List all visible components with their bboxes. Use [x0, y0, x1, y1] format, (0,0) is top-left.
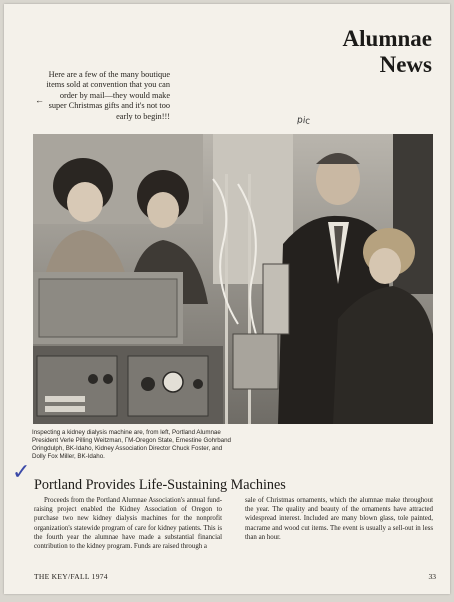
- article-headline: Portland Provides Life-Sustaining Machines: [34, 477, 286, 493]
- publication-footer: THE KEY/FALL 1974: [34, 572, 108, 581]
- handwritten-note: pic: [296, 115, 311, 127]
- dialysis-photo: [33, 134, 433, 424]
- arrow-left-icon: ←: [35, 95, 44, 105]
- article-body-left: Proceeds from the Portland Alumnae Association's annual fund-raising project enabled the Kidney Association of Oregon to purchase two new kidney dialysis machines for the nonprofit organization's statewide program of care for kidney patients. This is the fourth year the alumnae have made a substantial financial contribution to the kidney program. Funds are raised through a: [34, 497, 222, 551]
- photograph-icon: [33, 134, 433, 424]
- photo-caption: Inspecting a kidney dialysis machine are, from left, Portland Alumnae President Verle Pilling Weitzman, ΓM-Oregon State, Ernestine Gohrband Oringdulph, BK-Idaho, Kidney Association Director Chuck Foster, and Dolly Fox Miller, BK-Idaho.: [32, 429, 231, 460]
- intro-text: Here are a few of the many boutique items sold at convention that you can order by mail—they would make super Christmas gifts and it's not too early to begin!!!: [46, 70, 170, 121]
- checkmark-icon: ✓: [12, 460, 31, 485]
- magazine-page: [4, 4, 450, 594]
- page-number: 33: [428, 572, 436, 581]
- article-body-right: sale of Christmas ornaments, which the alumnae make throughout the year. The quality and beauty of the ornaments have attracted widespread interest. Included are many blown glass, tole painted, macrame and wood cut items. The event is usually a sell-out in less than an hour.: [245, 497, 433, 541]
- section-title: Alumnae News: [342, 26, 432, 77]
